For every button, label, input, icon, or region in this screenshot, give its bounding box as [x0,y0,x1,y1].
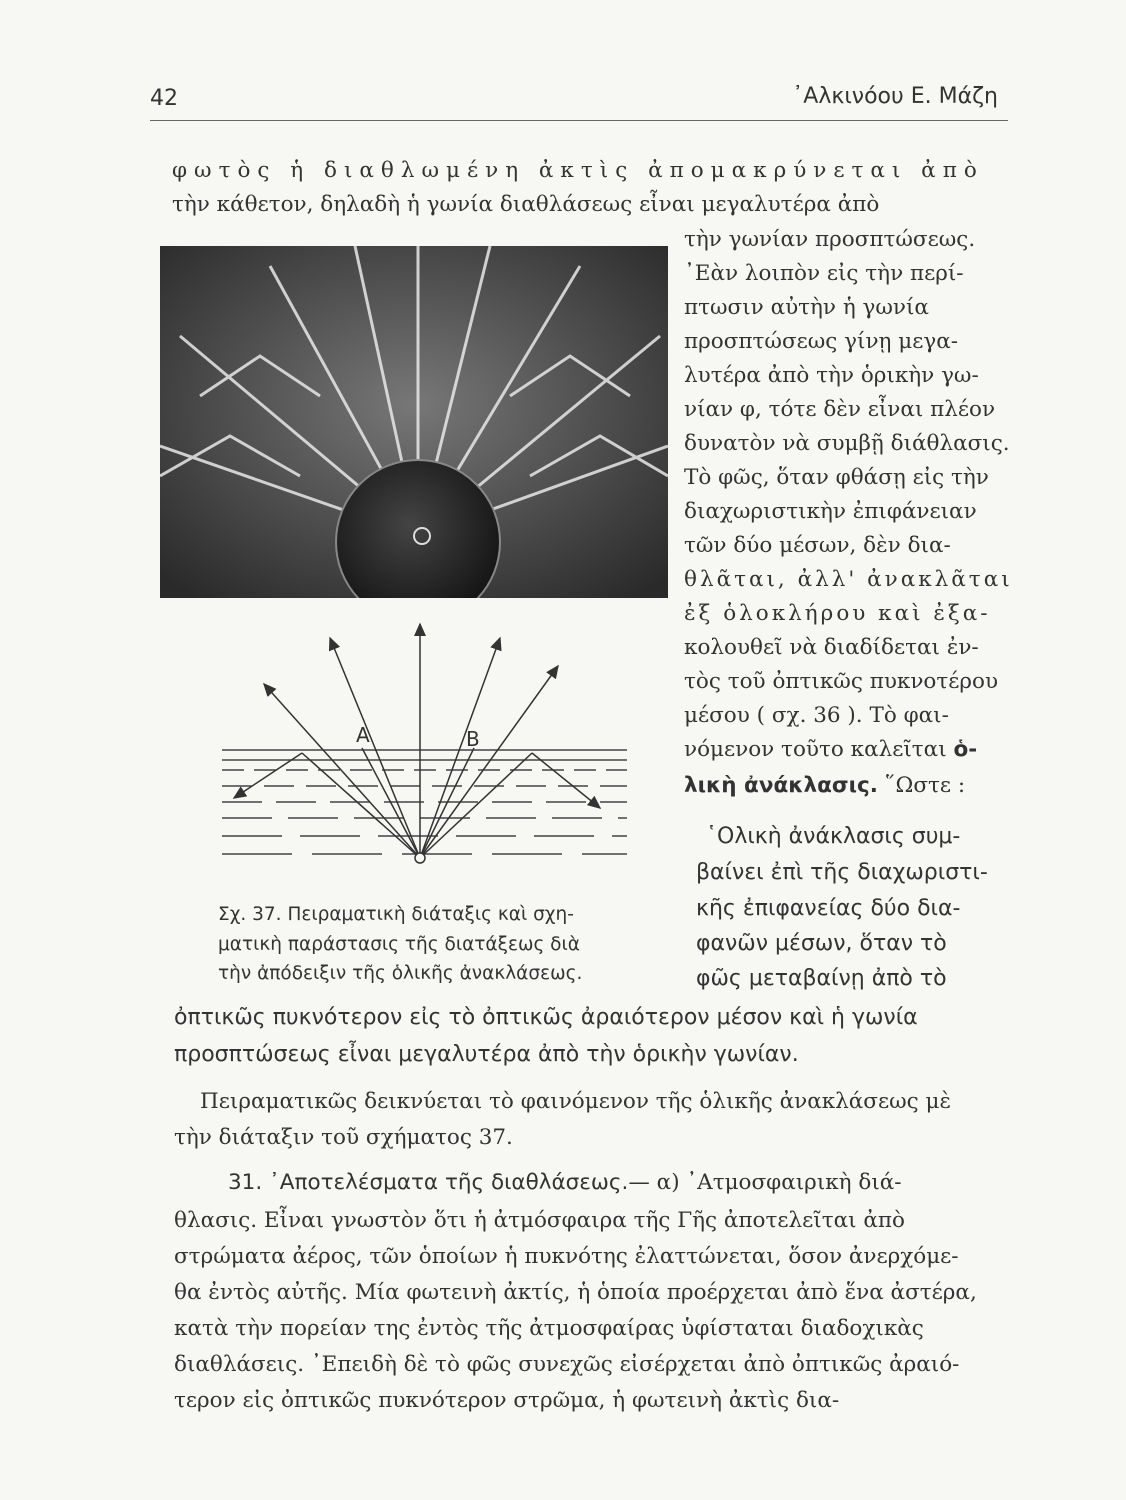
column-text: νόμενον τοῦτο καλεῖται [684,737,947,762]
column-line: προσπτώσεως γίνῃ μεγα- [684,329,958,354]
column-line [684,775,965,797]
definition-line: ῾Ολικὴ ἀνάκλασις συμ- [706,824,961,849]
column-line: διαχωριστικὴν ἐπιφάνειαν [684,499,977,524]
experiment-photo [160,246,668,598]
header-rule [150,120,1008,121]
reflection-diagram [212,618,632,870]
section-line: διαθλάσεις. ᾿Επειδὴ δὲ τὸ φῶς συνεχῶς εἰσέρχεται ἀπὸ ὀπτικῶς ἀραιό- [174,1352,960,1377]
section-rest: α) ᾿Ατμοσφαιρικὴ διά- [656,1170,902,1195]
section-number: 31. [228,1170,263,1195]
definition-line: φανῶν μέσων, ὅταν τὸ [696,931,947,956]
term-start: ὁ- [953,737,978,762]
section-line: τερον εἰς ὀπτικῶς πυκνότερον στρῶμα, ἡ φωτεινὴ ἀκτὶς δια- [174,1388,840,1413]
ray-diagram-svg [212,618,632,870]
column-line: θλᾶται, ἀλλ' ἀνακλᾶται [684,567,1013,592]
definition-line: φῶς μεταβαίνῃ ἀπὸ τὸ [696,966,947,991]
column-line: τὴν γωνίαν προσπτώσεως. [684,227,976,252]
definition-line: ὀπτικῶς πυκνότερον εἰς τὸ ὀπτικῶς ἀραιότερον μέσον καὶ ἡ γωνία [174,1005,918,1030]
column-line: κολουθεῖ νὰ διαδίδεται ἐν- [684,635,979,660]
hoste: ῞Ωστε : [884,773,966,798]
column-line: ᾿Εὰν λοιπὸν εἰς τὴν περί- [684,261,964,286]
column-line [684,739,977,761]
figure-caption-line: τὴν ἀπόδειξιν τῆς ὁλικῆς ἀνακλάσεως. [218,963,583,984]
light-rays-image [160,246,668,598]
section-line: κατὰ τὴν πορείαν της ἐντὸς τῆς ἀτμοσφαίρας ὑφίσταται διαδοχικὰς [174,1316,924,1341]
term-end: λικὴ ἀνάκλασις. [684,773,878,798]
column-line: λυτέρα ἀπὸ τὴν ὁρικὴν γω- [684,363,979,388]
running-head: ᾿Αλκινόου Ε. Μάζη [792,84,998,109]
paragraph-line: Πειραματικῶς δεικνύεται τὸ φαινόμενον τῆς ὁλικῆς ἀνακλάσεως μὲ [200,1089,952,1114]
label-a: A [356,723,370,747]
column-line: ἐξ ὁλοκλήρου καὶ ἐξα- [684,601,991,626]
definition-line: προσπτώσεως εἶναι μεγαλυτέρα ἀπὸ τὴν ὁρικὴν γωνίαν. [174,1042,799,1067]
column-line: τὸς τοῦ ὀπτικῶς πυκνοτέρου [684,669,999,694]
column-line: τῶν δύο μέσων, δὲν δια- [684,533,951,558]
definition-line: βαίνει ἐπὶ τῆς διαχωριστι- [696,860,988,885]
figure-caption-line: Σχ. 37. Πειραματικὴ διάταξις καὶ σχη- [218,904,574,925]
column-line: δυνατὸν νὰ συμβῇ διάθλασις. [684,431,1010,456]
section-line: θλασις. Εἶναι γνωστὸν ὅτι ἡ ἀτμόσφαιρα τῆς Γῆς ἀποτελεῖται ἀπὸ [174,1208,905,1233]
section-line: στρώματα ἀέρος, τῶν ὁποίων ἡ πυκνότης ἐλαττώνεται, ὅσον ἀνερχόμε- [174,1244,959,1269]
body-line: φωτὸς ἡ διαθλωμένη ἀκτὶς ἀπομακρύνεται ἀπὸ [172,158,984,183]
section-line: θα ἐντὸς αὐτῆς. Μία φωτεινὴ ἀκτίς, ἡ ὁποία προέρχεται ἀπὸ ἕνα ἀστέρα, [174,1280,977,1305]
column-line: πτωσιν αὐτὴν ἡ γωνία [684,295,929,320]
column-line: μέσου ( σχ. 36 ). Τὸ φαι- [684,703,949,728]
definition-line: κῆς ἐπιφανείας δύο δια- [696,896,961,921]
section-heading [228,1172,902,1194]
column-line: Τὸ φῶς, ὅταν φθάσῃ εἰς τὴν [684,465,989,490]
paragraph-line: τὴν διάταξιν τοῦ σχήματος 37. [174,1125,513,1150]
figure-caption-line: ματικὴ παράστασις τῆς διατάξεως διὰ [218,934,580,955]
column-line: νίαν φ, τότε δὲν εἶναι πλέον [684,397,996,422]
body-line: τὴν κάθετον, δηλαδὴ ἡ γωνία διαθλάσεως εἶναι μεγαλυτέρα ἀπὸ [172,192,880,217]
label-b: B [466,727,480,751]
page-number: 42 [150,86,178,111]
section-title: ᾿Αποτελέσματα τῆς διαθλάσεως.— [269,1170,650,1195]
